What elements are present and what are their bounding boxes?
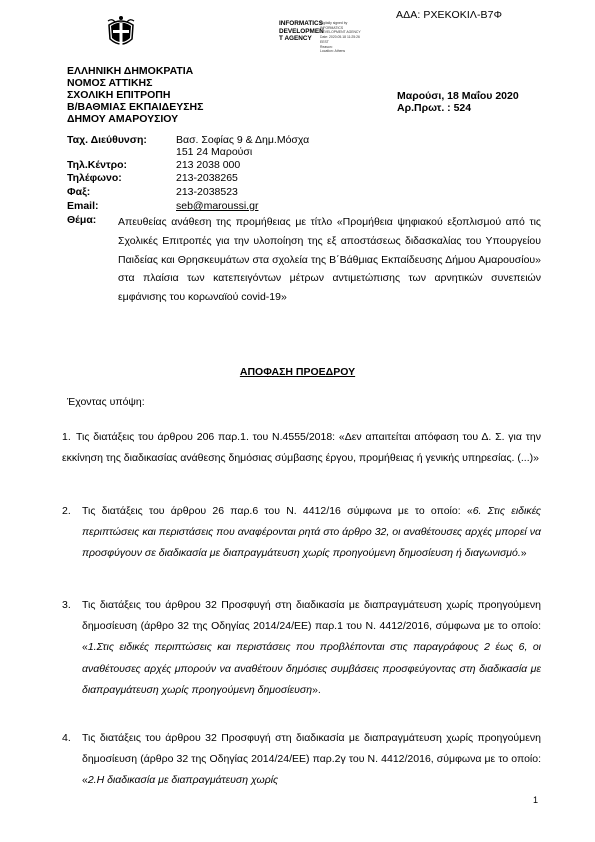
header-line: ΣΧΟΛΙΚΗ ΕΠΙΤΡΟΠΗ bbox=[67, 89, 171, 101]
switchboard-value: 213 2038 000 bbox=[176, 159, 241, 171]
header-line: ΔΗΜΟΥ ΑΜΑΡΟΥΣΙΟΥ bbox=[67, 113, 179, 125]
switchboard-label: Τηλ.Κέντρο: bbox=[67, 159, 128, 171]
address-value: Βασ. Σοφίας 9 & Δημ.Μόσχα bbox=[176, 134, 310, 146]
phone-label: Τηλέφωνο: bbox=[67, 172, 122, 184]
protocol-number: Αρ.Πρωτ. : 524 bbox=[397, 102, 472, 114]
item-quote-end: » bbox=[520, 547, 527, 560]
item-number: 4. bbox=[62, 732, 71, 744]
email-label: Email: bbox=[67, 200, 99, 212]
list-item bbox=[62, 595, 541, 701]
item-text: Τις διατάξεις του άρθρου 32 Προσφυγή στη διαδικασία με διαπραγμάτευση χωρίς προηγούμενη δημοσίευση (άρθρο 32 της Οδηγίας 2014/24/ΕΕ) παρ.1 του Ν. 4412/2016, σύμφωνα με το οποίο: « bbox=[82, 599, 541, 654]
item-text: Τις διατάξεις του άρθρου 26 παρ.6 του Ν. 4412/16 σύμφωνα με το οποίο: « bbox=[82, 505, 473, 517]
fax-label: Φαξ: bbox=[67, 186, 91, 198]
decision-title: ΑΠΟΦΑΣΗ ΠΡΟΕΔΡΟΥ bbox=[239, 366, 356, 378]
subject-label: Θέμα: bbox=[67, 214, 97, 226]
list-item bbox=[62, 501, 541, 565]
item-text: Τις διατάξεις του άρθρου 206 παρ.1. του Ν.4555/2018: «Δεν απαιτείται απόφαση του Δ. Σ. για την εκκίνηση της διαδικασίας ανάθεσης δημόσιας σύμβασης έργου, προμήθειας ή γενικής υπηρεσίας. (...)» bbox=[62, 431, 541, 465]
email-link[interactable]: seb@maroussi.gr bbox=[176, 200, 259, 212]
greek-emblem-icon bbox=[106, 15, 136, 51]
header-line: ΕΛΛΗΝΙΚΗ ΔΗΜΟΚΡΑΤΙΑ bbox=[67, 65, 194, 77]
item-number: 2. bbox=[62, 505, 71, 517]
signing-agency-name: INFORMATICS DEVELOPMEN T AGENCY bbox=[279, 20, 324, 43]
list-item bbox=[62, 427, 541, 469]
item-number: 3. bbox=[62, 599, 71, 611]
item-quote: 6. Στις ειδικές περιπτώσεις και περιστάσεις που αναφέρονται ρητά στο άρθρο 32, οι αναθέτουσες αρχές μπορεί να προσφύγουν σε διαδικασία με διαπραγμάτευση χωρίς προηγούμενη δημοσίευση ή διαγωνισμό. bbox=[82, 505, 542, 560]
fax-value: 213-2038523 bbox=[176, 186, 238, 198]
item-text: Τις διατάξεις του άρθρου 32 Προσφυγή στη διαδικασία με διαπραγμάτευση χωρίς προηγούμενη δημοσίευση (άρθρο 32 της Οδηγίας 2014/24/ΕΕ) παρ.2γ του Ν. 4412/2016, σύμφωνα με το οποίο: « bbox=[82, 732, 541, 787]
item-quote: 1.Στις ειδικές περιπτώσεις και περιστάσεις που προβλέπονται στις παραγράφους 2 έως 6, οι αναθέτουσες αρχές μπορούν να αναθέτουν δημόσιες συμβάσεις προσφεύγοντας στη διαδικασία με διαπραγμάτευση χωρίς προηγούμενη δημοσίευση bbox=[82, 641, 541, 696]
address-label: Ταχ. Διεύθυνση: bbox=[67, 134, 147, 146]
item-number: 1. bbox=[62, 431, 71, 443]
ada-code: ΑΔΑ: ΡΧΕΚΟΚΙΛ-Β7Φ bbox=[396, 9, 503, 21]
item-quote-end: ». bbox=[312, 683, 321, 696]
list-item bbox=[62, 728, 541, 792]
considering-intro: Έχοντας υπόψη: bbox=[67, 396, 145, 408]
page-number: 1 bbox=[533, 795, 539, 805]
header-line: ΝΟΜΟΣ ΑΤΤΙΚΗΣ bbox=[67, 77, 153, 89]
header-line: Β/ΒΑΘΜΙΑΣ ΕΚΠΑΙΔΕΥΣΗΣ bbox=[67, 101, 204, 113]
subject-text: Απευθείας ανάθεση της προμήθειας με τίτλο «Προμήθεια ψηφιακού εξοπλισμού από τις Σχολικές Επιτροπές για την υλοποίηση της εξ αποστάσεως διδασκαλίας του Υπουργείου Παιδείας και Θρησκευμάτων στα σχολεία της Β΄Βάθμιας Εκπαίδευσης Δήμου Αμαρουσίου» στα πλαίσια των κατεπειγόντων μέτρων αντιμετώπισης των αρνητικών συνεπειών εμφάνισης του κορωναϊού covid-19» bbox=[118, 216, 541, 304]
document-date: Μαρούσι, 18 Μαΐου 2020 bbox=[397, 90, 519, 102]
item-quote: 2.Η διαδικασία με διαπραγμάτευση χωρίς bbox=[87, 774, 279, 787]
address-city: 151 24 Μαρούσι bbox=[176, 146, 253, 158]
phone-value: 213-2038265 bbox=[176, 172, 238, 184]
digital-signature-details: Digitally signed by INFORMATICS DEVELOPMENT AGENCY Date: 2020.05.18 11:25:26 EEST Reason: Location: Athens bbox=[320, 21, 361, 54]
